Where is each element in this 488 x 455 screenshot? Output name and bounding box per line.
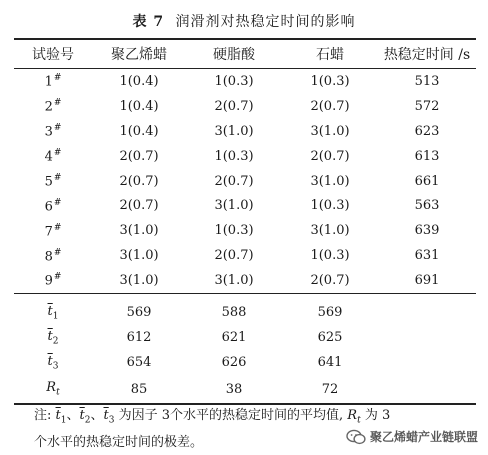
cell-paraffin: 1(0.3) <box>310 198 350 214</box>
stat-row <box>14 375 476 404</box>
header-stearic-acid: 硬脂酸 <box>186 39 282 69</box>
cell-stability-time: 613 <box>414 148 440 164</box>
cell-stat-empty <box>378 294 476 326</box>
cell-trial-id: 2# <box>44 98 62 115</box>
cell-stearic-acid: 1(0.3) <box>214 148 254 164</box>
cell-stability-time: 631 <box>414 248 440 264</box>
header-stability-time: 热稳定时间 /s <box>378 39 476 69</box>
header-trial: 试验号 <box>14 39 92 69</box>
note-prefix: 注: <box>34 408 52 423</box>
cell-pe-wax: 3(1.0) <box>119 248 159 264</box>
cell-pe-wax: 1(0.4) <box>119 123 159 139</box>
note-line2: 个水平的热稳定时间的极差。 <box>34 434 204 450</box>
cell-stat-pe-wax: 612 <box>126 330 152 346</box>
table-row <box>14 119 476 144</box>
cell-trial-id: 4# <box>44 147 62 165</box>
stat-rows <box>14 294 476 405</box>
cell-stat-pe-wax: 569 <box>126 305 152 321</box>
cell-stability-time: 623 <box>414 123 440 139</box>
header-paraffin: 石蜡 <box>282 39 378 69</box>
cell-trial-id: 9# <box>14 268 92 293</box>
cell-trial-id: 3# <box>44 123 62 140</box>
cell-stability-time: 661 <box>414 173 440 189</box>
cell-paraffin: 2(0.7) <box>310 148 350 164</box>
cell-stearic-acid: 2(0.7) <box>214 98 254 114</box>
cell-trial-id: 1# <box>44 73 62 90</box>
trial-rows <box>14 69 476 294</box>
cell-stearic-acid: 1(0.3) <box>214 223 254 239</box>
table-caption <box>0 11 488 31</box>
cell-stability-time: 691 <box>378 268 476 293</box>
watermark-text: 聚乙烯蜡产业链联盟 <box>369 430 478 444</box>
cell-stat-pe-wax: 654 <box>126 355 152 371</box>
cell-stat-paraffin: 569 <box>317 305 343 321</box>
cell-pe-wax: 1(0.4) <box>119 73 159 89</box>
note-r-part: 为 3 <box>364 408 391 423</box>
header-pe-wax: 聚乙烯蜡 <box>92 39 186 69</box>
cell-stability-time: 563 <box>414 198 440 214</box>
cell-stat-pe-wax: 85 <box>92 375 186 404</box>
cell-stat-paraffin: 641 <box>317 355 343 371</box>
header-row <box>14 39 476 69</box>
cell-trial-id: 6# <box>44 197 62 215</box>
cell-pe-wax: 1(0.4) <box>119 98 159 114</box>
note-r-symbol: $R_t$ <box>347 408 361 426</box>
cell-paraffin: 2(0.7) <box>282 268 378 293</box>
cell-pe-wax: 3(1.0) <box>119 223 159 239</box>
table-row <box>14 193 476 218</box>
cell-stearic-acid: 2(0.7) <box>214 173 254 189</box>
table-row <box>14 94 476 119</box>
note-symbols: $\overline{t}_1$、$\overline{t}_2$、$\overline{t}_3$ <box>55 408 115 426</box>
note-line1: 为因子 3个水平的热稳定时间的平均值, <box>118 408 344 423</box>
cell-paraffin: 2(0.7) <box>310 98 350 114</box>
cell-trial-id: 5# <box>44 172 62 190</box>
table-title: 润滑剂对热稳定时间的影响 <box>175 14 356 30</box>
wechat-icon <box>346 429 366 445</box>
cell-trial-id: 7# <box>44 222 62 239</box>
cell-stat-stearic-acid: 626 <box>221 355 247 371</box>
cell-stearic-acid: 3(1.0) <box>214 198 254 214</box>
cell-stat-paraffin: 625 <box>317 330 343 346</box>
cell-stat-stearic-acid: 588 <box>221 305 247 321</box>
table-number: 表 7 <box>132 14 165 30</box>
cell-stat-stearic-acid: 38 <box>186 375 282 404</box>
stat-row <box>14 325 476 350</box>
cell-paraffin: 1(0.3) <box>310 248 350 264</box>
cell-stability-time: 639 <box>414 223 440 239</box>
watermark <box>346 428 478 445</box>
cell-pe-wax: 2(0.7) <box>119 173 159 189</box>
cell-paraffin: 3(1.0) <box>310 123 350 139</box>
cell-stat-empty <box>378 375 476 404</box>
table-row <box>14 144 476 169</box>
cell-stat-stearic-acid: 621 <box>221 330 247 346</box>
table-row <box>14 218 476 243</box>
stat-row <box>14 350 476 375</box>
results-table <box>14 38 476 405</box>
cell-stearic-acid: 1(0.3) <box>214 73 254 89</box>
cell-stat-paraffin: 72 <box>282 375 378 404</box>
table-row <box>14 268 476 293</box>
cell-pe-wax: 2(0.7) <box>119 148 159 164</box>
cell-stearic-acid: 3(1.0) <box>214 123 254 139</box>
cell-paraffin: 1(0.3) <box>310 73 350 89</box>
cell-stat-empty <box>378 350 476 375</box>
cell-stat-label: $R_t$ <box>14 375 92 404</box>
cell-paraffin: 3(1.0) <box>310 223 350 239</box>
cell-stat-label: $\overline{t}_1$ <box>47 303 59 322</box>
stat-row <box>14 294 476 326</box>
cell-stat-empty <box>378 325 476 350</box>
cell-pe-wax: 2(0.7) <box>119 198 159 214</box>
cell-paraffin: 3(1.0) <box>310 173 350 189</box>
table-row <box>14 169 476 194</box>
table-row <box>14 69 476 94</box>
cell-stearic-acid: 3(1.0) <box>186 268 282 293</box>
cell-trial-id: 8# <box>44 247 62 264</box>
cell-stat-label: $\overline{t}_2$ <box>47 328 59 347</box>
cell-stat-label: $\overline{t}_3$ <box>47 353 59 372</box>
cell-pe-wax: 3(1.0) <box>92 268 186 293</box>
cell-stearic-acid: 2(0.7) <box>214 248 254 264</box>
cell-stability-time: 572 <box>414 98 440 114</box>
cell-stability-time: 513 <box>414 73 440 89</box>
table-row <box>14 243 476 268</box>
